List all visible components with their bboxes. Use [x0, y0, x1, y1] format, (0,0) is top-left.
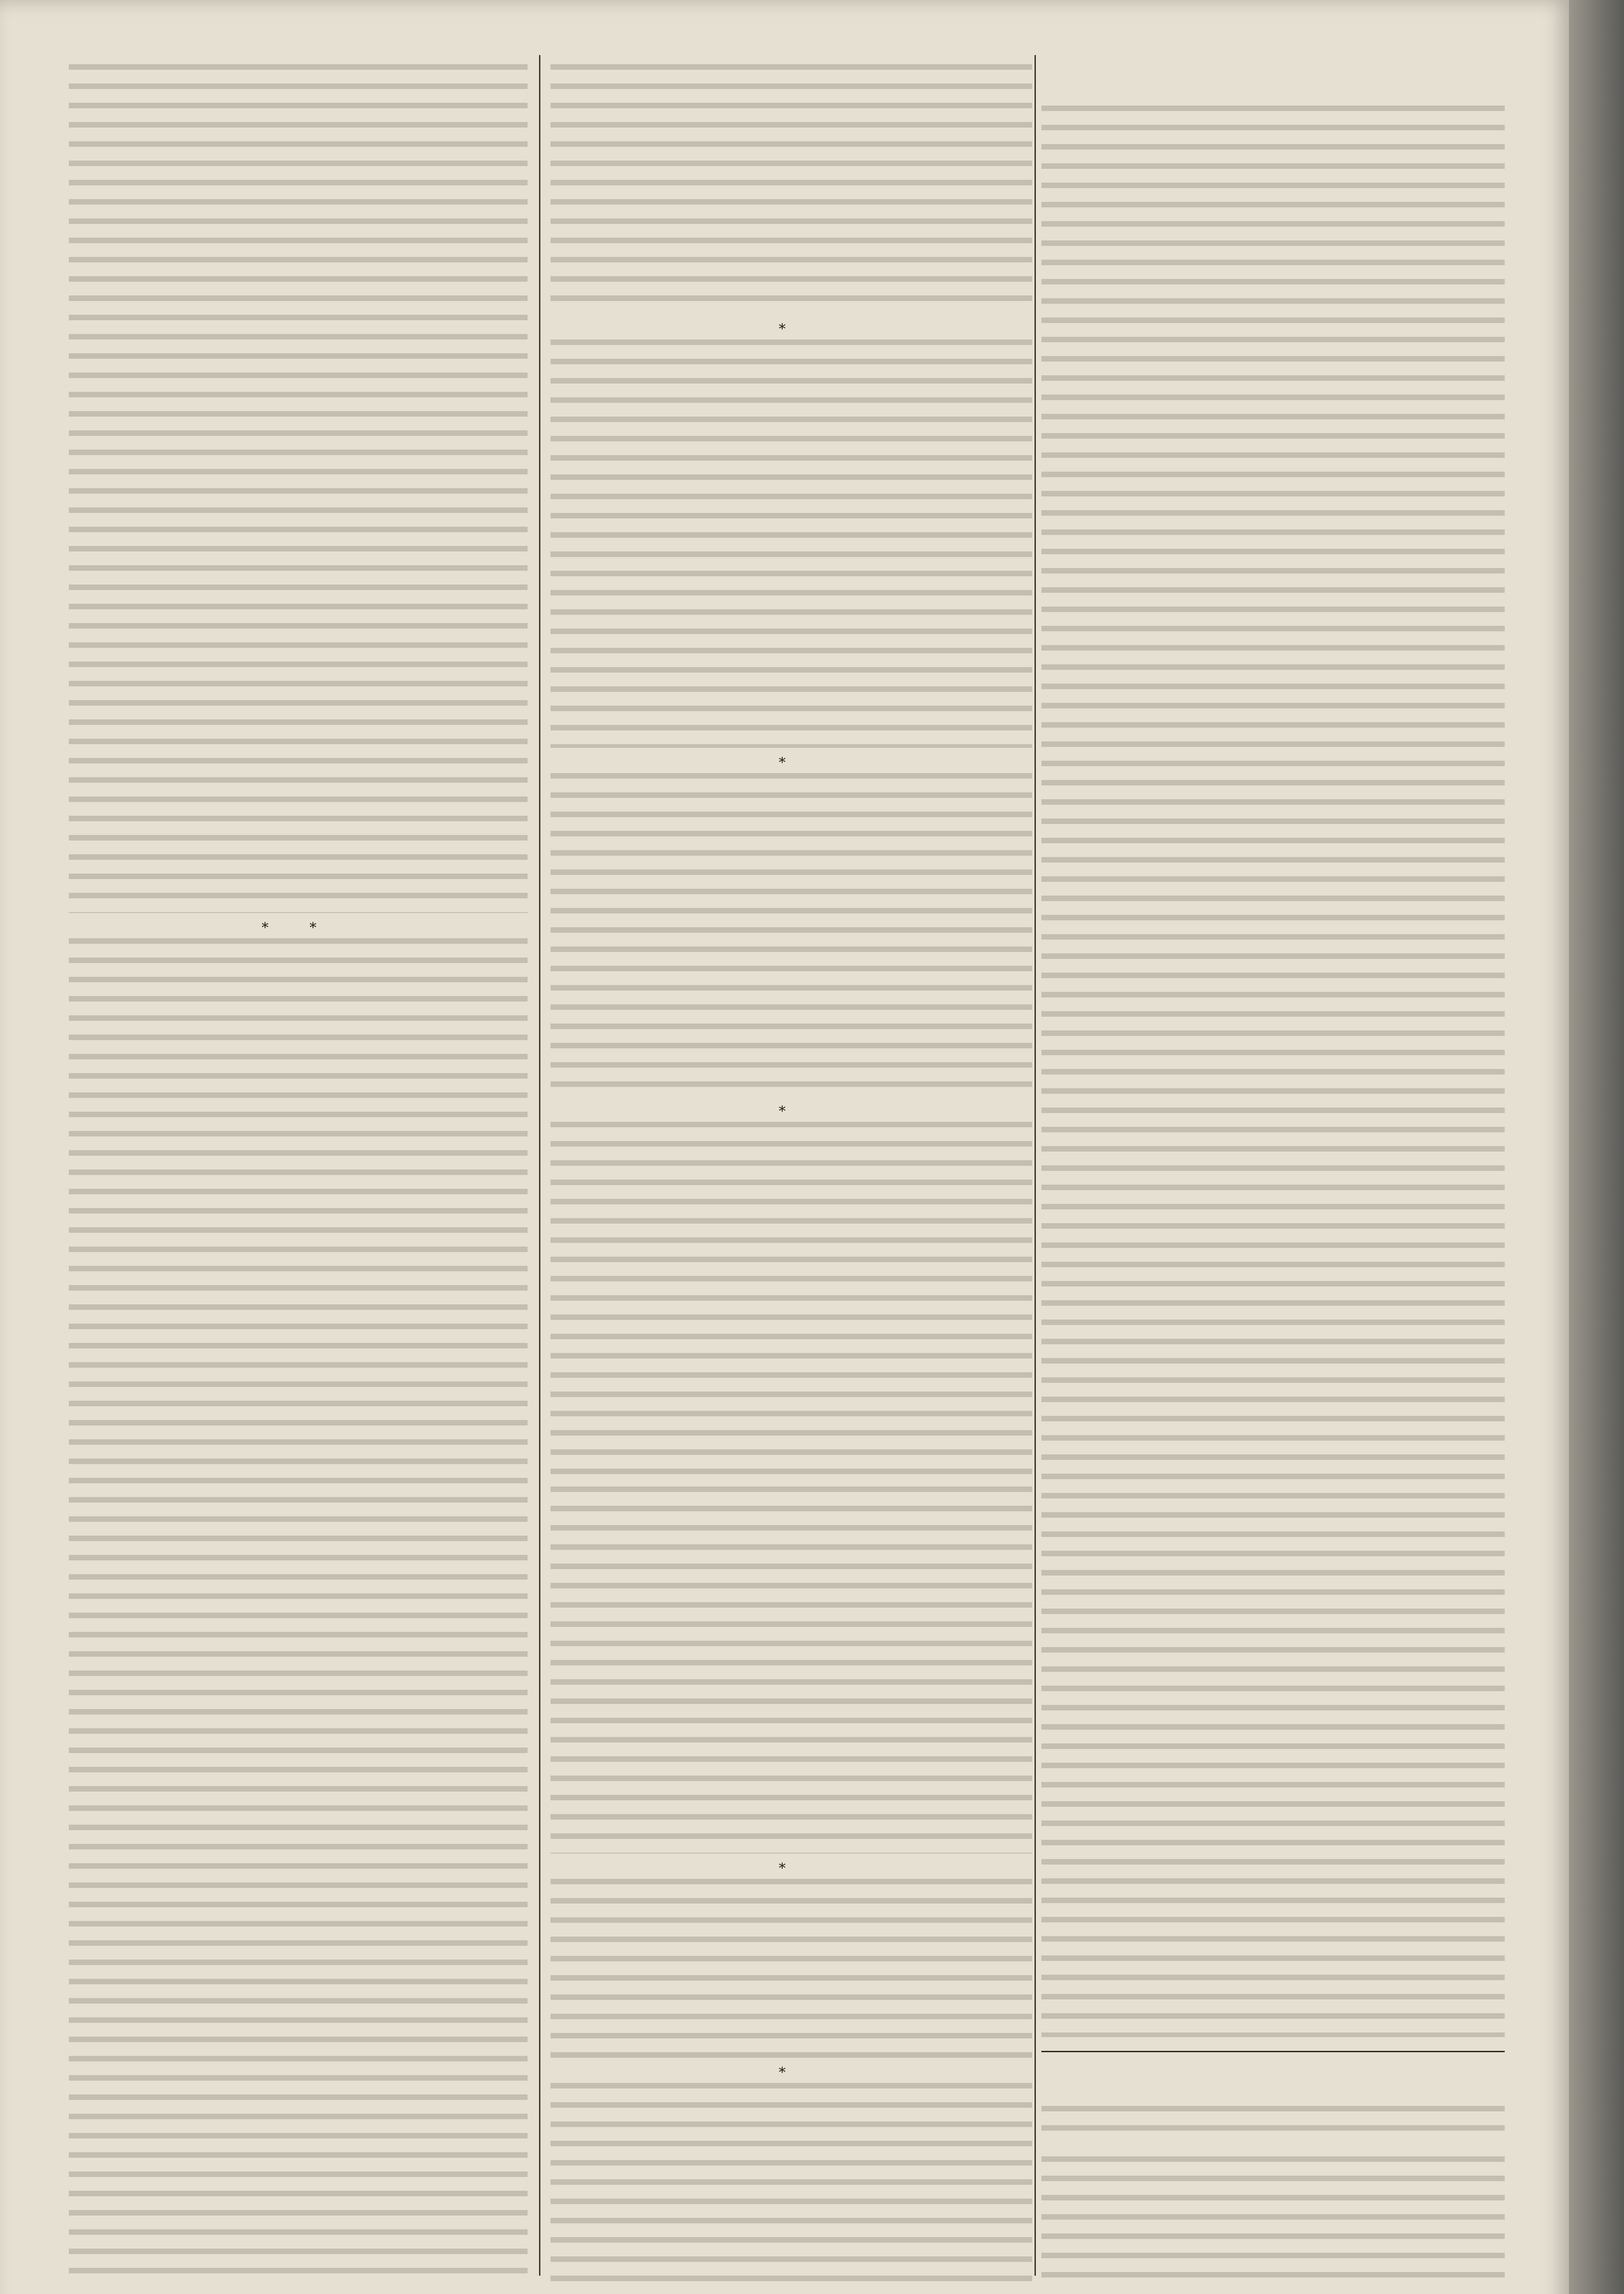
- text-block: [1041, 106, 1505, 2037]
- text-block: [551, 773, 1032, 1097]
- text-block: [1041, 2106, 1505, 2143]
- section-separator: * *: [261, 920, 335, 936]
- section-separator: *: [779, 1103, 804, 1119]
- page-edge: [1569, 0, 1624, 2294]
- text-block: [1041, 2156, 1505, 2280]
- text-block: [551, 1487, 1032, 1854]
- section-separator: *: [779, 1860, 804, 1876]
- text-block: [551, 2083, 1032, 2285]
- text-block: [69, 64, 528, 913]
- column-rule: [1034, 55, 1036, 2276]
- text-block: [551, 1879, 1032, 2058]
- section-separator: *: [779, 321, 804, 337]
- text-block: [69, 938, 528, 2283]
- column-rule: [539, 55, 540, 2276]
- text-block: [551, 64, 1032, 312]
- section-separator: *: [779, 755, 804, 771]
- text-block: [551, 1122, 1032, 1480]
- section-separator: *: [779, 2065, 804, 2081]
- section-divider: [1041, 2051, 1505, 2052]
- text-block: [551, 340, 1032, 748]
